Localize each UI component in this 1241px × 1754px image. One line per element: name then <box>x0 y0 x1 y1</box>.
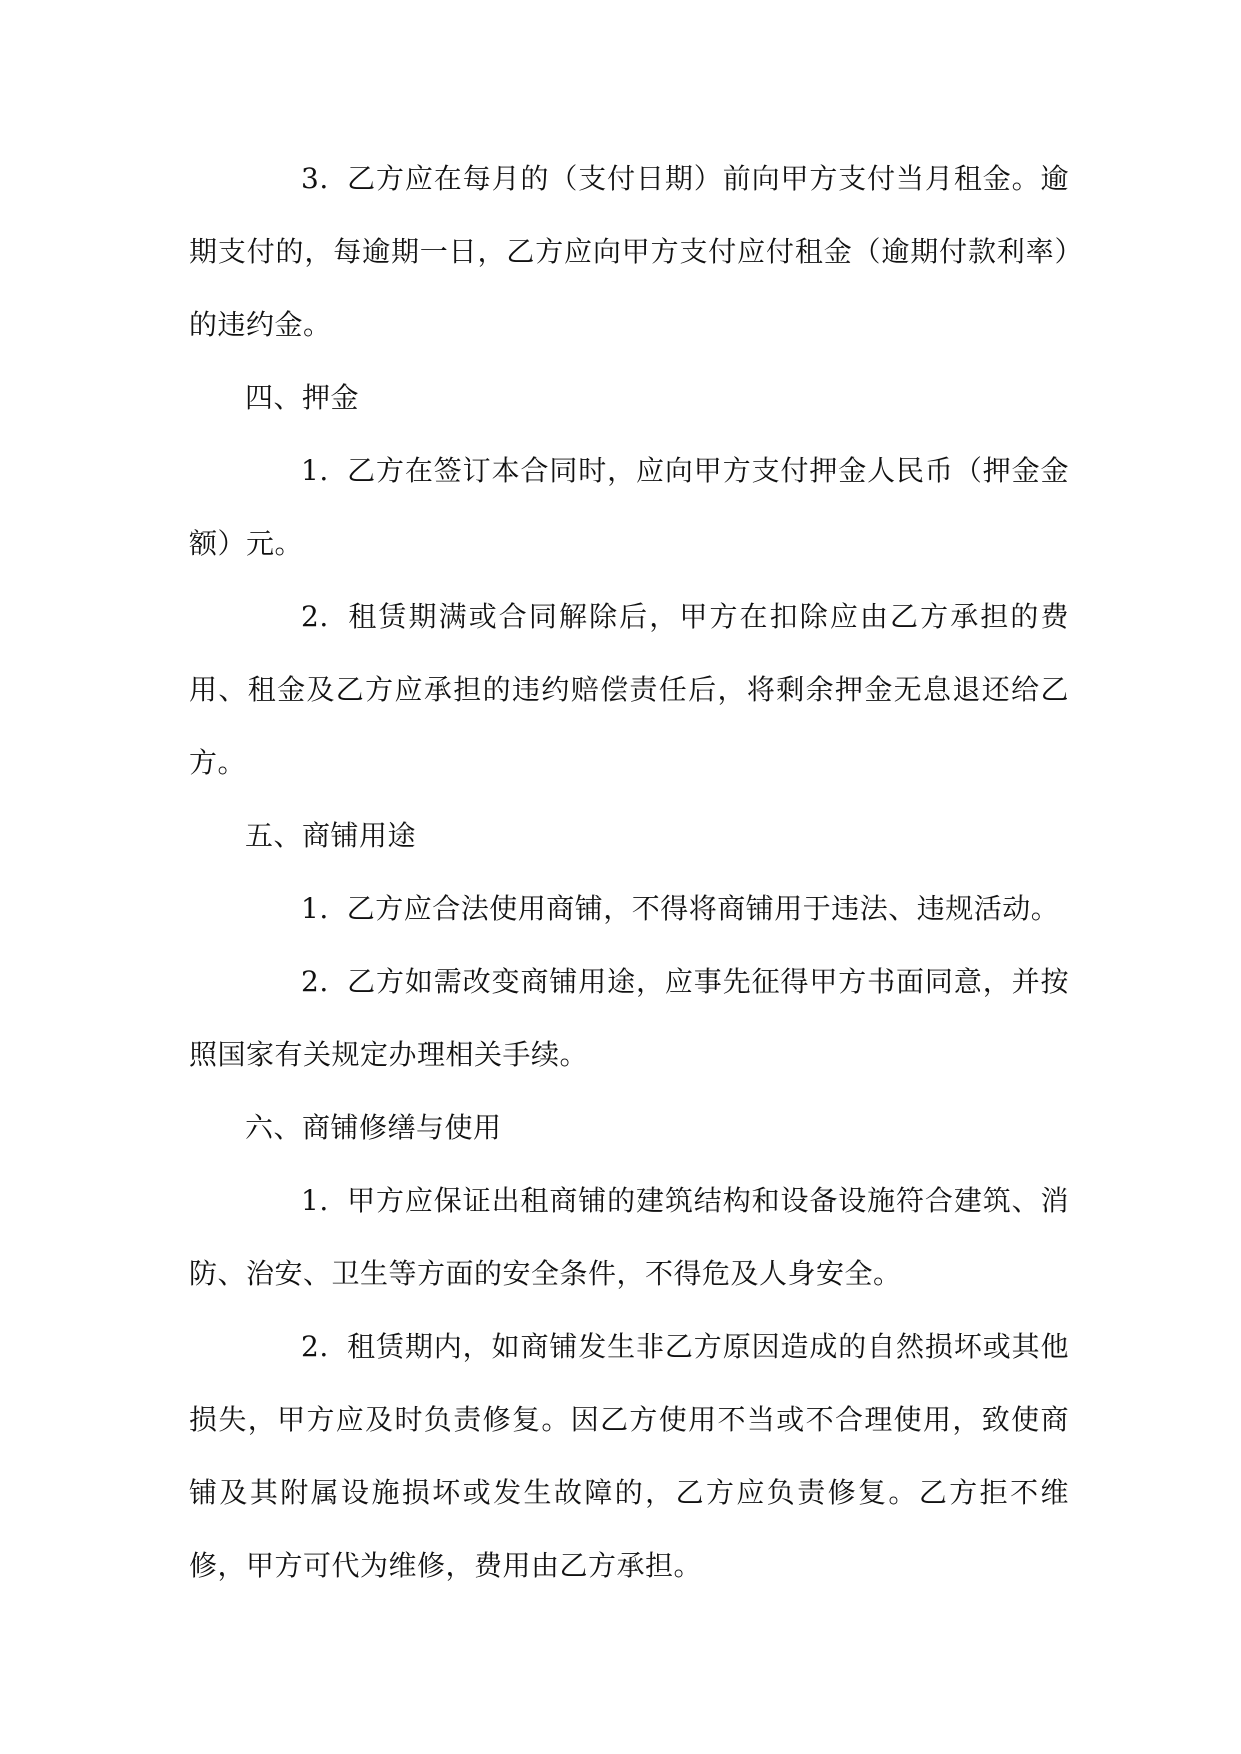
paragraph-safety-conditions <box>189 1164 1069 1310</box>
paragraph-text: 乙方应在每月的（支付日期）前向甲方支付当月租金。逾期支付的，每逾期一日，乙方应向甲方支付应付租金（逾期付款利率）的违约金。 <box>189 162 1069 341</box>
paragraph-deposit-refund <box>189 580 1069 799</box>
paragraph-text: 甲方应保证出租商铺的建筑结构和设备设施符合建筑、消防、治安、卫生等方面的安全条件，不得危及人身安全。 <box>189 1184 1069 1290</box>
paragraph-text: 乙方如需改变商铺用途，应事先征得甲方书面同意，并按照国家有关规定办理相关手续。 <box>189 965 1069 1071</box>
item-number: 1. <box>301 892 329 925</box>
paragraph-text: 租赁期满或合同解除后，甲方在扣除应由乙方承担的费用、租金及乙方应承担的违约赔偿责任后，将剩余押金无息退还给乙方。 <box>189 600 1069 779</box>
section-heading-repair: 六、商铺修缮与使用 <box>245 1111 502 1144</box>
item-number: 2. <box>301 1330 329 1363</box>
paragraph-text: 租赁期内，如商铺发生非乙方原因造成的自然损坏或其他损失，甲方应及时负责修复。因乙方使用不当或不合理使用，致使商铺及其附属设施损坏或发生故障的，乙方应负责修复。乙方拒不维修，甲方可代为维修，费用由乙方承担。 <box>189 1330 1069 1582</box>
document-body <box>189 142 1069 1602</box>
section-heading-usage: 五、商铺用途 <box>245 819 417 852</box>
paragraph-text: 乙方在签订本合同时，应向甲方支付押金人民币（押金金额）元。 <box>189 454 1069 560</box>
section-heading-deposit: 四、押金 <box>245 381 360 414</box>
paragraph-lawful-use <box>189 872 1069 945</box>
paragraph-text: 乙方应合法使用商铺，不得将商铺用于违法、违规活动。 <box>346 892 1060 925</box>
paragraph-change-use <box>189 945 1069 1091</box>
item-number: 2. <box>301 600 329 633</box>
paragraph-rent-payment <box>189 142 1069 361</box>
item-number: 1. <box>301 454 329 487</box>
item-number: 1. <box>301 1184 329 1217</box>
item-number: 3. <box>301 162 329 195</box>
item-number: 2. <box>301 965 329 998</box>
paragraph-repair-responsibility <box>189 1310 1069 1602</box>
paragraph-deposit-amount <box>189 434 1069 580</box>
